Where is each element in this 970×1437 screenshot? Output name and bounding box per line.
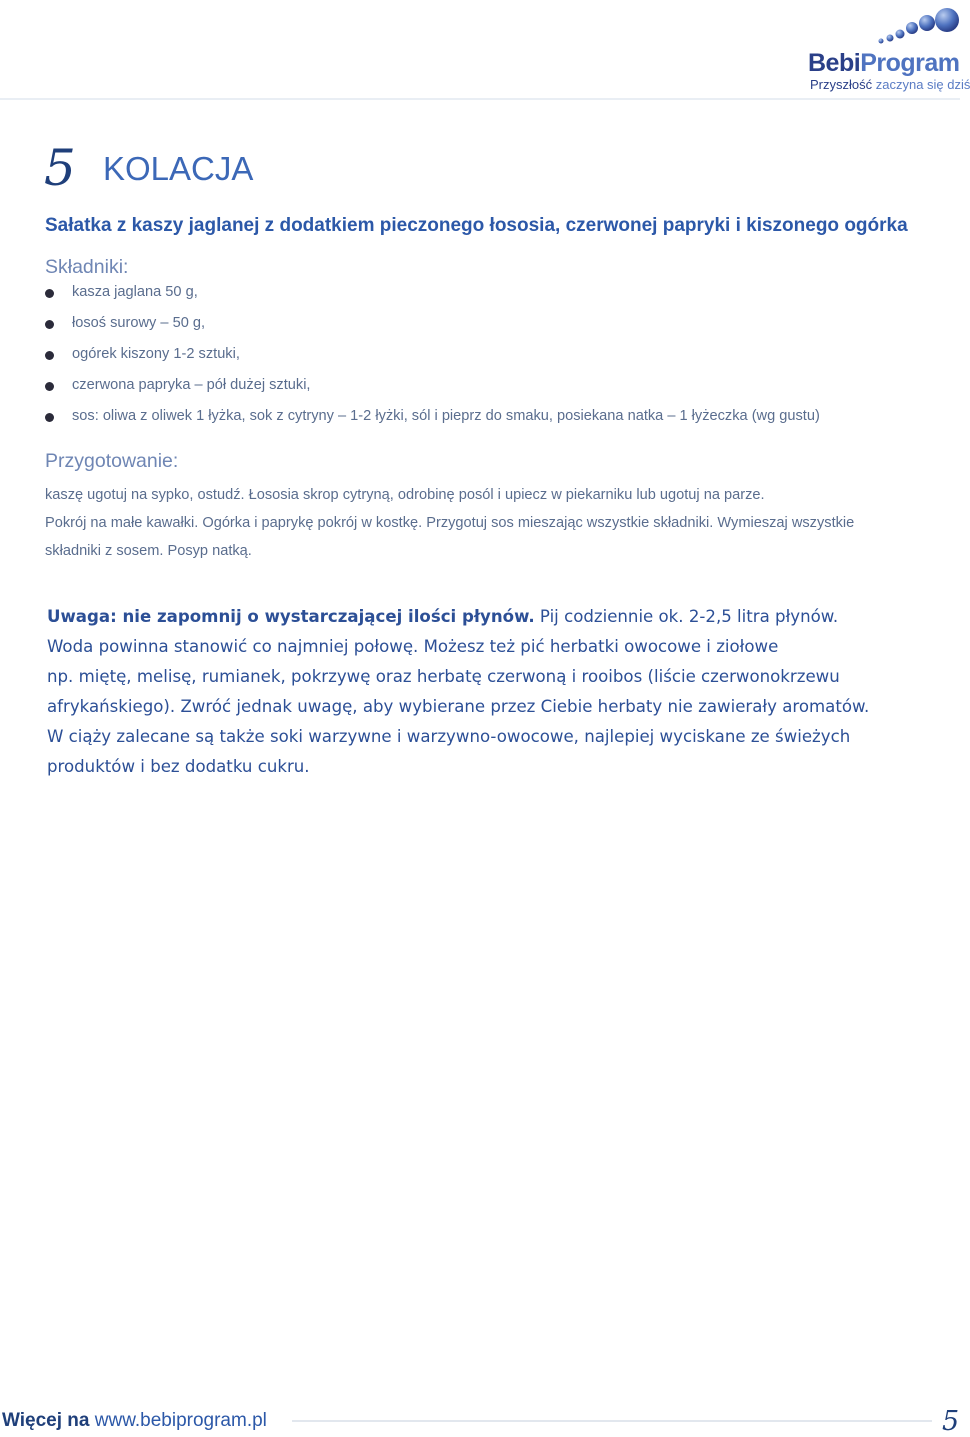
bullet-icon (45, 351, 54, 360)
bullet-icon (45, 413, 54, 422)
list-item: czerwona papryka – pół dużej sztuki, (45, 373, 820, 404)
section-title: KOLACJA (103, 150, 254, 187)
note-line: Woda powinna stanowić co najmniej połowę. Możesz też pić herbatki owocowe i ziołowe (47, 637, 779, 656)
bullet-icon (45, 382, 54, 391)
preparation-line: kaszę ugotuj na sypko, ostudź. Łososia skrop cytryną, odrobinę posól i upiecz w piekarniku lub ugotuj na parze. (45, 487, 765, 503)
list-item: sos: oliwa z oliwek 1 łyżka, sok z cytryny – 1-2 łyżki, sól i pieprz do smaku, posiekana natka – 1 łyżeczka (wg gustu) (45, 404, 820, 435)
note-line: W ciąży zalecane są także soki warzywne i warzywno-owocowe, najlepiej wyciskane ze świeżych (47, 727, 851, 746)
list-item: kasza jaglana 50 g, (45, 280, 820, 311)
preparation-line: Pokrój na małe kawałki. Ogórka i paprykę pokrój w kostkę. Przygotuj sos mieszając wszystkie składniki. Wymieszaj wszystkie (45, 515, 855, 531)
footer-link[interactable]: Więcej na www.bebiprogram.pl (2, 1410, 267, 1431)
page-number: 5 (942, 1406, 960, 1437)
section-number: 5 (44, 139, 76, 197)
recipe-title: Sałatka z kaszy jaglanej z dodatkiem pieczonego łososia, czerwonej papryki i kiszonego ogórka (45, 215, 908, 236)
note-warning: Uwaga: nie zapomnij o wystarczającej ilości płynów. (47, 607, 535, 626)
header-divider (0, 98, 960, 100)
ingredients-heading: Składniki: (45, 256, 129, 278)
list-item: ogórek kiszony 1-2 sztuki, (45, 342, 820, 373)
note-line: Uwaga: nie zapomnij o wystarczającej ilości płynów. Pij codziennie ok. 2-2,5 litra płynów. (47, 607, 839, 626)
bebiprogram-logo (808, 6, 970, 92)
preparation-text (45, 481, 925, 565)
footer (0, 1407, 960, 1437)
bullet-icon (45, 289, 54, 298)
list-item: łosoś surowy – 50 g, (45, 311, 820, 342)
preparation-line: składniki z sosem. Posyp natką. (45, 543, 252, 559)
logo-wordmark: BebiProgram (808, 49, 960, 77)
bullet-icon (45, 320, 54, 329)
website-link[interactable]: www.bebiprogram.pl (89, 1410, 267, 1431)
hydration-note (47, 602, 917, 782)
note-line: afrykańskiego). Zwróć jednak uwagę, aby wybierane przez Ciebie herbaty nie zawierały aromatów. (47, 697, 870, 716)
note-line: produktów i bez dodatku cukru. (47, 757, 310, 776)
logo-bubbles-icon (870, 6, 960, 46)
note-line: np. miętę, melisę, rumianek, pokrzywę oraz herbatę czerwoną i rooibos (liście czerwonokrzewu (47, 667, 840, 686)
footer-divider (292, 1420, 932, 1422)
logo-tagline: Przyszłość zaczyna się dziś (810, 77, 970, 92)
ingredients-list (45, 280, 820, 435)
preparation-heading: Przygotowanie: (45, 450, 179, 472)
